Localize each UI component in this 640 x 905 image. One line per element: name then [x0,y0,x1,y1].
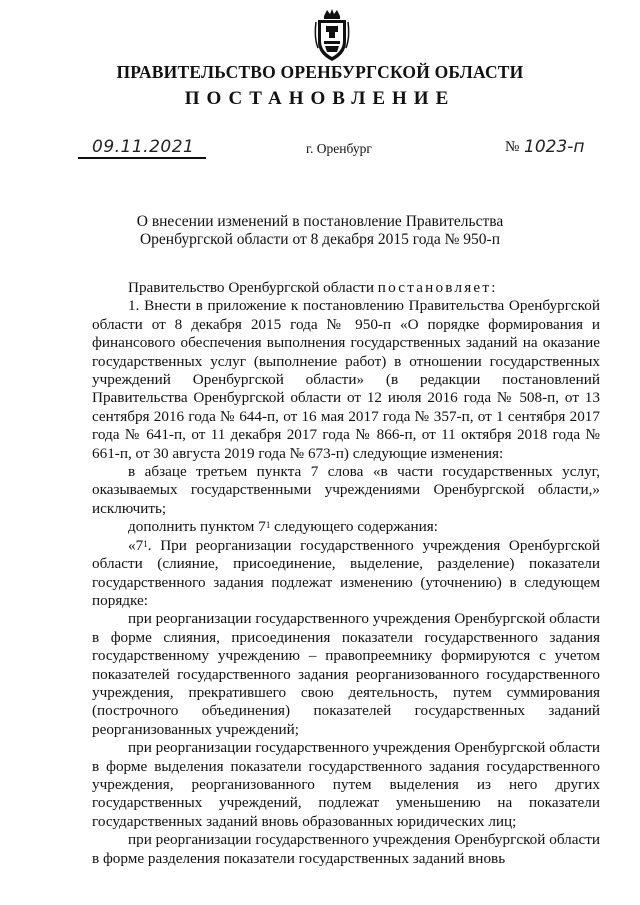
p3-sup: 1 [265,520,271,531]
document-date: 09.11.2021 [92,137,195,157]
document-body [92,279,600,868]
number-label: № [505,139,520,155]
date-underline [78,157,206,159]
document-type: ПОСТАНОВЛЕНИЕ [184,88,456,109]
paragraph-4 [92,537,600,611]
subject-line-2: Оренбургской области от 8 декабря 2015 года № 950-п [139,231,501,248]
p4-sup: 1 [143,538,148,549]
date-number-row [0,137,640,167]
paragraph-7: при реорганизации государственного учреждения Оренбургской области в форме разделения показатели государственных заданий вновь [92,831,600,867]
paragraph-1: 1. Внести в приложение к постановлению Правительства Оренбургской области от 8 декабря 2015 года № 950-п «О порядке формирования и финансового обеспечения выполнения государственных заданий на оказание государственных услуг (выполнение работ) в отношении государственных учреждений Оренбургской области» (в редакции постановлений Правительства Оренбургской области от 12 июля 2016 года № 508-п, от 13 сентября 2016 года № 644-п, от 16 мая 2017 года № 357-п, от 1 сентября 2017 года № 641-п, от 11 декабря 2017 года № 866-п, от 11 октября 2018 года № 661-п, от 30 августа 2019 года № 673-п) следующие изменения: [92,297,600,462]
paragraph-3 [92,518,600,536]
paragraph-2: в абзаце третьем пункта 7 слова «в части государственных услуг, оказываемых государственными учреждениями Оренбургской области,» исключить; [92,463,600,517]
coat-of-arms-icon [312,8,352,64]
document-subject [0,213,640,249]
intro-verb: постановляет: [377,279,498,296]
paragraph-6: при реорганизации государственного учреждения Оренбургской области в форме выделения показатели государственного задания государственного учреждения, реорганизованного путем выделения из него других государственных учреждений, подлежат уменьшению на показатели государственных заданий вновь образованных юридических лиц; [92,739,600,830]
p3-end: следующего содержания: [270,518,438,536]
subject-line-1: О внесении изменений в постановление Правительства [136,213,504,230]
paragraph-5: при реорганизации государственного учреждения Оренбургской области в форме слияния, присоединения показатели государственного задания государственному учреждению – правопреемнику формируются с учетом показателей государственного задания реорганизованного государственного учреждения, прекратившего свою деятельность, путем суммирования (построчного объединения) показателей государственных заданий реорганизованных учреждений; [92,610,600,738]
p4-start: «7 [128,536,144,554]
organization-title: ПРАВИТЕЛЬСТВО ОРЕНБУРГСКОЙ ОБЛАСТИ [116,62,524,82]
p4-end: . При реорганизации государственного учреждения Оренбургской области (слияние, присоединение, выделение, разделение) показатели государственного задания подлежат изменению (уточнению) в следующем порядке: [92,536,600,609]
intro-text: Правительство Оренбургской области [128,279,378,296]
document-city: г. Оренбург [306,141,372,156]
document-number: 1023-п [524,137,585,157]
p3-start: дополнить пунктом 7 [128,518,266,536]
paragraph-intro [92,279,600,297]
